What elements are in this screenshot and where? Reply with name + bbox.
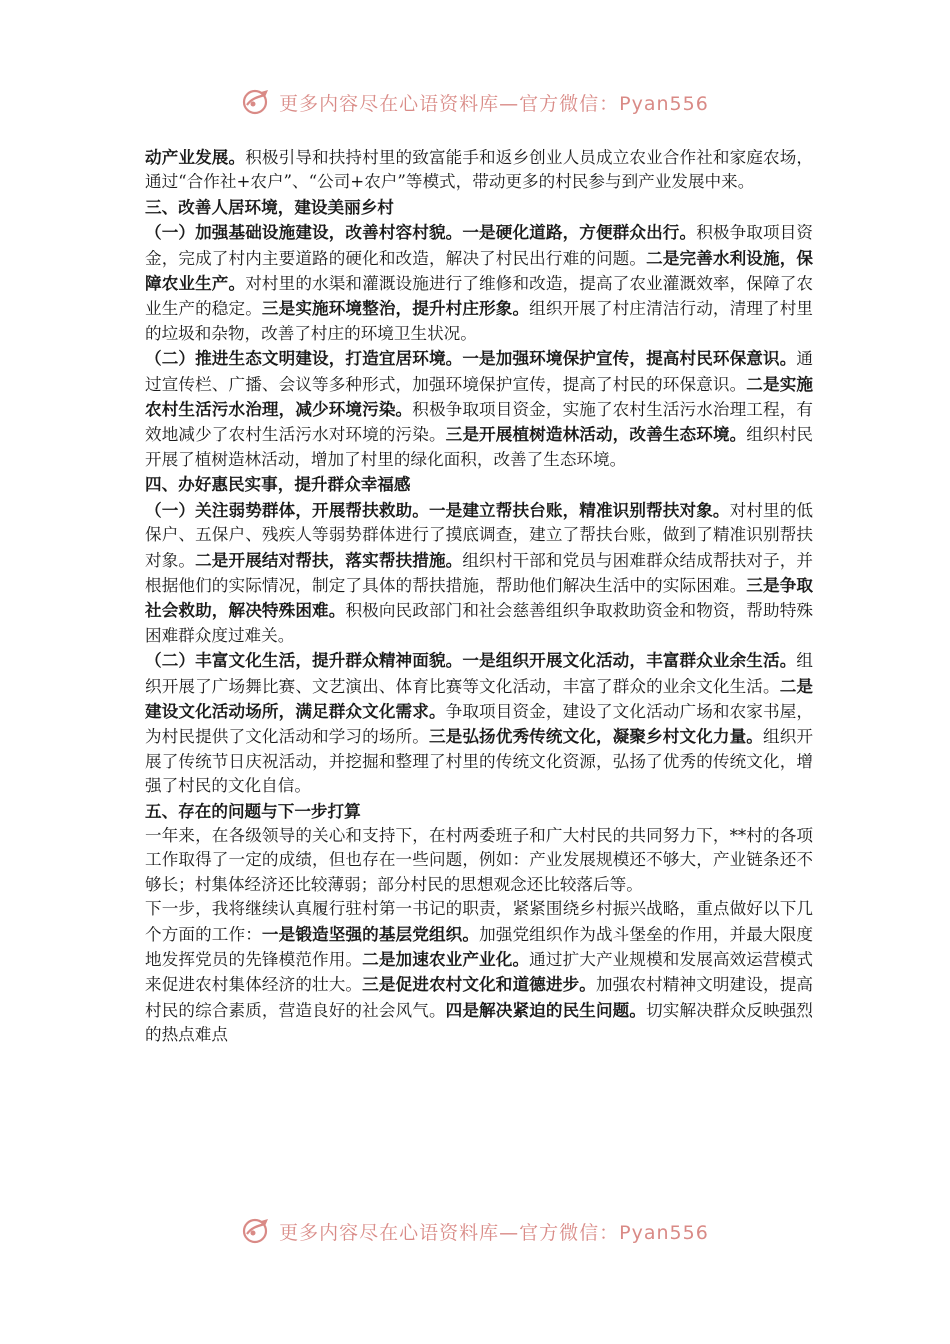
- paragraph: [145, 145, 813, 195]
- paragraph: [145, 472, 813, 497]
- bold-text-run: （二）推进生态文明建设，打造宜居环境。一是加强环境保护宣传，提高村民环保意识。: [145, 348, 797, 369]
- bold-text-run: 动产业发展。: [145, 147, 246, 167]
- text-run: 组织开展了村庄清洁行动，清理了村里的垃圾和杂物，改善了村庄的环境卫生状况。: [145, 299, 814, 343]
- text-run: 组织开展了传统节日庆祝活动，并挖掘和整理了村里的传统文化资源，弘扬了优秀的传统文化，增强了村民的文化自信。: [145, 727, 814, 796]
- text-run: 争取项目资金，建设了文化活动广场和农家书屋，为村民提供了文化活动和学习的场所。: [145, 701, 814, 747]
- paragraph: [145, 648, 813, 798]
- bold-text-run: 二是完善水利设施，保障农业生产。: [145, 247, 814, 294]
- bold-text-run: 三是促进农村文化和道德进步。: [362, 974, 596, 995]
- bold-text-run: （二）丰富文化生活，提升群众精神面貌。一是组织开展文化活动，丰富群众业余生活。: [145, 650, 797, 671]
- text-run: 加强农村精神文明建设，提高村民的综合素质，营造良好的社会风气。: [145, 975, 814, 1020]
- header-watermark-text: 更多内容尽在心语资料库—官方微信：Pyan556: [279, 92, 709, 115]
- text-run: 积极争取项目资金，完成了村内主要道路的硬化和改造，解决了村民出行难的问题。: [145, 223, 813, 268]
- text-run: 组织村干部和党员与困难群众结成帮扶对子，并根据他们的实际情况，制定了具体的帮扶措施，帮助他们解决生活中的实际困难。: [145, 550, 814, 595]
- text-run: 通过宣传栏、广播、会议等多种形式，加强环境保护宣传，提高了村民的环保意识。: [145, 349, 813, 394]
- bold-text-run: 四、办好惠民实事，提升群众幸福感: [145, 474, 411, 495]
- footer-watermark: [0, 1211, 950, 1251]
- text-run: 组织开展了广场舞比赛、文艺演出、体育比赛等文化活动，丰富了群众的业余文化生活。: [145, 651, 813, 696]
- bold-text-run: 一是锻造坚强的基层党组织。: [261, 923, 480, 944]
- bold-text-run: 三是实施环境整治，提升村庄形象。: [261, 298, 530, 319]
- text-run: 一年来，在各级领导的关心和支持下，在村两委班子和广大村民的共同努力下，**村的各项工作取得了一定的成绩，但也存在一些问题，例如：产业发展规模还不够大，产业链条还不够长；村集体经济还比较薄弱；部分村民的思想观念还比较落后等。: [145, 825, 813, 894]
- paragraph: [145, 220, 813, 346]
- bold-text-run: 三、改善人居环境，建设美丽乡村: [145, 196, 394, 217]
- paragraph: [145, 897, 813, 1047]
- header-watermark: [0, 82, 950, 122]
- bold-text-run: 三是开展植树造林活动，改善生态环境。: [445, 424, 747, 445]
- paragraph: [145, 195, 813, 220]
- text-run: 积极向民政部门和社会慈善组织争取救助资金和物资，帮助特殊困难群众度过难关。: [145, 601, 814, 645]
- paragraph: [145, 824, 813, 897]
- bold-text-run: 二是加速农业产业化。: [362, 949, 530, 969]
- watermark-logo-icon: [241, 1216, 271, 1246]
- text-run: 积极引导和扶持村里的致富能手和返乡创业人员成立农业合作社和家庭农场，通过“合作社+农户”、“公司+农户”等模式，带动更多的村民参与到产业发展中来。: [145, 148, 814, 192]
- bold-text-run: 二是实施农村生活污水治理，减少环境污染。: [145, 373, 813, 420]
- text-run: 下一步，我将继续认真履行驻村第一书记的职责，紧紧围绕乡村振兴战略，重点做好以下几个方面的工作：: [145, 899, 813, 944]
- text-run: 组织村民开展了植树造林活动，增加了村里的绿化面积，改善了生态环境。: [145, 425, 814, 469]
- paragraph: [145, 498, 813, 648]
- bold-text-run: 四是解决紧迫的民生问题。: [445, 999, 647, 1020]
- paragraph: [145, 346, 813, 472]
- paragraph: [145, 799, 813, 824]
- bold-text-run: （一）加强基础设施建设，改善村容村貌。一是硬化道路，方便群众出行。: [145, 222, 697, 243]
- text-run: 对村里的低保户、五保户、残疾人等弱势群体进行了摸底调查，建立了帮扶台账，做到了精准识别帮扶对象。: [145, 500, 813, 570]
- text-run: 加强党组织作为战斗堡垒的作用，并最大限度地发挥党员的先锋模范作用。: [145, 924, 814, 969]
- text-run: 对村里的水渠和灌溉设施进行了维修和改造，提高了农业灌溉效率，保障了农业生产的稳定。: [145, 274, 814, 319]
- text-run: 通过扩大产业规模和发展高效运营模式来促进农村集体经济的壮大。: [145, 950, 814, 995]
- bold-text-run: 五、存在的问题与下一步打算: [145, 800, 361, 821]
- footer-watermark-text: 更多内容尽在心语资料库—官方微信：Pyan556: [279, 1221, 709, 1244]
- bold-text-run: 三是弘扬优秀传统文化，凝聚乡村文化力量。: [428, 726, 764, 747]
- bold-text-run: （一）关注弱势群体，开展帮扶救助。一是建立帮扶台账，精准识别帮扶对象。: [145, 499, 730, 520]
- bold-text-run: 二是开展结对帮扶，落实帮扶措施。: [195, 549, 463, 570]
- bold-text-run: 二是建设文化活动场所，满足群众文化需求。: [145, 675, 813, 721]
- bold-text-run: 三是争取社会救助，解决特殊困难。: [145, 574, 813, 621]
- watermark-logo-icon: [241, 87, 271, 117]
- text-run: 积极争取项目资金，实施了农村生活污水治理工程，有效地减少了农村生活污水对环境的污染。: [145, 400, 814, 445]
- text-run: 切实解决群众反映强烈的热点难点: [145, 1000, 814, 1045]
- document-body: [145, 145, 813, 1048]
